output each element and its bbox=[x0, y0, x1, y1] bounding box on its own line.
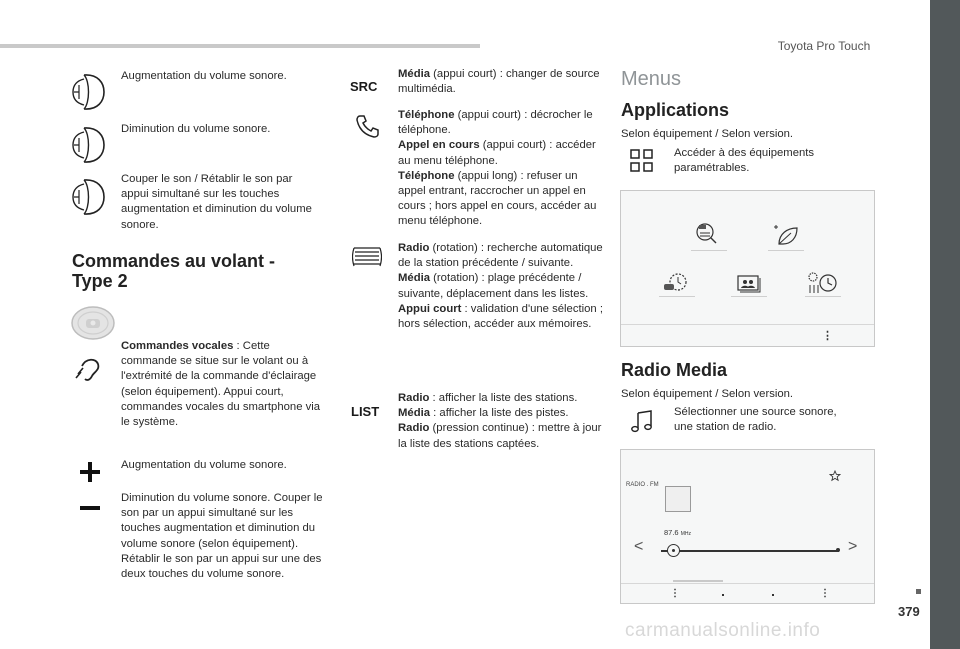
radio-screen bbox=[620, 449, 875, 604]
clock-settings-underline bbox=[805, 296, 841, 297]
steering-wheel-icon bbox=[70, 305, 116, 341]
screen-bottom-divider bbox=[621, 324, 874, 325]
minus-text: Diminution du volume sonore. Couper le son par un appui simultané sur les touches augmentation et diminution du volume sonore (selon équipement). Rétablir le son par un appui sur une des deux touches du volume sonore. bbox=[121, 492, 323, 581]
eco-leaf-underline bbox=[768, 250, 804, 251]
radio-menu-right-icon[interactable]: ⋮ bbox=[820, 588, 830, 599]
radio-media-subtitle: Selon équipement / Selon version. bbox=[621, 388, 794, 400]
seek-right-chevron-icon[interactable]: > bbox=[848, 538, 858, 555]
radio-nav-dot-2[interactable] bbox=[772, 594, 774, 596]
phone-desc-1: (appui court) : décrocher le téléphone. bbox=[398, 109, 593, 137]
wheel-title-3: Appui court bbox=[398, 302, 462, 315]
station-artwork bbox=[665, 486, 691, 512]
wheel-desc-3: : validation d'une sélection ; hors sélection, accéder aux mémoires. bbox=[398, 302, 603, 331]
phone-desc-2: (appui court) : accéder au menu téléphone. bbox=[398, 139, 596, 167]
wheel-title-2: Média bbox=[398, 272, 431, 285]
watermark: carmanualsonline.info bbox=[625, 620, 821, 641]
radio-media-text: Sélectionner une source sonore, une station de radio. bbox=[674, 406, 837, 434]
phone-title-2: Appel en cours bbox=[398, 139, 480, 152]
more-options-icon[interactable]: ⋮ bbox=[822, 330, 833, 342]
list-key-label: LIST bbox=[351, 404, 380, 419]
list-desc-3: (pression continue) : mettre à jour la liste des stations captées. bbox=[398, 422, 602, 450]
list-desc-2: : afficher la liste des pistes. bbox=[430, 407, 569, 420]
header-rule bbox=[0, 44, 480, 48]
eco-leaf-icon[interactable] bbox=[771, 224, 801, 248]
thumbwheel-icon bbox=[352, 246, 382, 268]
vol-up-text: Augmentation du volume sonore. bbox=[121, 70, 287, 82]
list-text bbox=[398, 391, 603, 452]
list-desc-1: : afficher la liste des stations. bbox=[429, 392, 578, 404]
seek-left-chevron-icon[interactable]: < bbox=[634, 538, 644, 555]
list-title-2: Média bbox=[398, 407, 431, 420]
applications-title: Applications bbox=[621, 100, 730, 120]
contacts-card-underline bbox=[731, 296, 767, 297]
radio-menu-left-icon[interactable]: ⋮ bbox=[670, 588, 680, 599]
wheel-title-1: Radio bbox=[398, 242, 430, 254]
favorite-star-icon[interactable] bbox=[829, 470, 841, 482]
list-title-1: Radio bbox=[398, 392, 430, 404]
frequency-unit: MHz bbox=[680, 531, 691, 537]
steering-control-up-icon bbox=[70, 71, 110, 113]
radio-nav-dot-1[interactable] bbox=[722, 594, 724, 596]
src-title: Média bbox=[398, 68, 431, 80]
page-edge-bar bbox=[930, 0, 960, 649]
mute-text: Couper le son / Rétablir le son par appui simultané sur les touches augmentation et diminution du volume sonore. bbox=[121, 173, 312, 231]
voice-command-desc: : Cette commande se situe sur le volant ou à l'extrémité de la commande d'éclairage (selon équipement). Appui court, commandes vocales du smartphone via le système. bbox=[121, 340, 321, 429]
applications-subtitle: Selon équipement / Selon version. bbox=[621, 128, 794, 140]
clock-settings-icon[interactable] bbox=[806, 271, 838, 295]
section-title-wheel-controls: Commandes au volant - Type 2 bbox=[72, 251, 276, 291]
phone-title-3: Téléphone bbox=[398, 169, 455, 182]
src-desc: (appui court) : changer de source multimédia. bbox=[398, 68, 600, 96]
voice-command-title: Commandes vocales bbox=[121, 340, 234, 352]
radio-media-title: Radio Media bbox=[621, 360, 728, 380]
src-text bbox=[398, 67, 603, 97]
applications-grid-icon bbox=[630, 149, 654, 173]
connected-services-underline bbox=[691, 250, 727, 251]
radio-tab-indicator bbox=[673, 580, 723, 582]
src-key-label: SRC bbox=[350, 79, 378, 94]
minus-icon bbox=[79, 504, 101, 512]
applications-screen bbox=[620, 190, 875, 347]
thumbwheel-text bbox=[398, 241, 603, 332]
tuning-cursor-dot bbox=[672, 549, 675, 552]
steering-control-mute-icon bbox=[70, 176, 110, 218]
wheel-desc-2: (rotation) : plage précédente / suivante, déplacement dans les listes. bbox=[398, 272, 589, 300]
frequency-value: 87.6 bbox=[664, 528, 679, 537]
vehicle-settings-underline bbox=[659, 296, 695, 297]
vehicle-settings-icon[interactable] bbox=[662, 271, 692, 295]
voice-command-icon bbox=[74, 354, 108, 384]
menus-title: Menus bbox=[621, 68, 682, 90]
connected-services-icon[interactable] bbox=[694, 222, 724, 246]
tuning-bar bbox=[661, 550, 839, 552]
phone-title-1: Téléphone bbox=[398, 109, 455, 121]
frequency-readout bbox=[664, 528, 691, 537]
wheel-desc-1: (rotation) : recherche automatique de la station précédente / suivante. bbox=[398, 242, 603, 270]
phone-text bbox=[398, 108, 603, 230]
steering-control-down-icon bbox=[70, 124, 110, 166]
radio-bottom-divider bbox=[621, 583, 874, 584]
list-title-3: Radio bbox=[398, 422, 430, 435]
contacts-card-icon[interactable] bbox=[734, 273, 764, 295]
radio-band-label: RADIO . FM bbox=[626, 482, 659, 488]
vol-down-text: Diminution du volume sonore. bbox=[121, 123, 271, 135]
page-number: 379 bbox=[898, 604, 920, 619]
header-title: Toyota Pro Touch bbox=[777, 39, 871, 53]
music-note-icon bbox=[630, 409, 654, 433]
page-marker bbox=[916, 589, 921, 594]
plus-text: Augmentation du volume sonore. bbox=[121, 459, 287, 471]
tuning-end-dot bbox=[836, 548, 840, 552]
voice-command-text bbox=[121, 339, 321, 430]
plus-icon bbox=[79, 461, 101, 483]
phone-icon bbox=[355, 113, 381, 139]
applications-text: Accéder à des équipements paramétrables. bbox=[674, 147, 815, 175]
phone-desc-3: (appui long) : refuser un appel entrant, raccrocher un appel en cours ; hors appel en cours, accéder au menu téléphone. bbox=[398, 169, 597, 228]
